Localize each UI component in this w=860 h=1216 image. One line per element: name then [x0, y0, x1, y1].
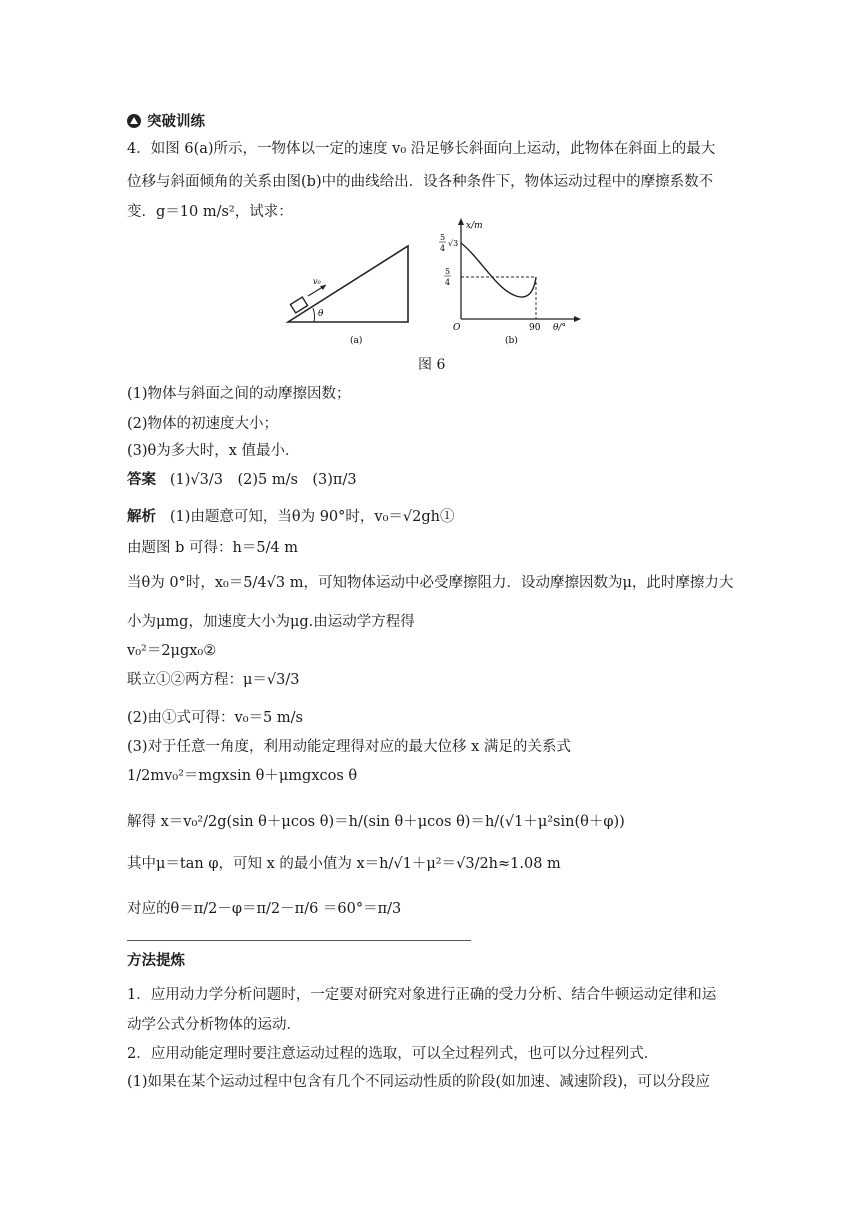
figure-a-label: (a) — [350, 336, 363, 346]
y-tick-top — [439, 233, 458, 253]
svg-text:4: 4 — [445, 278, 451, 287]
section-divider — [127, 940, 471, 941]
section-title — [127, 110, 205, 131]
svg-text:5: 5 — [445, 267, 451, 276]
figure-caption: 图 6 — [418, 357, 446, 373]
solution-line-1: 解析 (1)由题意可知，当θ为 90°时，v₀＝√2gh① — [127, 509, 455, 525]
solution-line-7: (2)由①式可得：v₀＝5 m/s — [127, 710, 303, 726]
question-2: (2)物体的初速度大小； — [127, 416, 279, 432]
svg-text:√3: √3 — [448, 239, 459, 248]
svg-text:4: 4 — [440, 244, 446, 253]
solution-label: 解析 — [127, 509, 156, 525]
method-paragraph-3: (1)如果在某个运动过程中包含有几个不同运动性质的阶段(如加速、减速阶段)，可以分段应 — [127, 1074, 710, 1090]
solution-line-8: (3)对于任意一角度，利用动能定理得对应的最大位移 x 满足的关系式 — [127, 739, 571, 755]
solution-line-12: 对应的θ＝π/2－φ＝π/2－π/6 ＝60°＝π/3 — [127, 901, 402, 917]
question-3: (3)θ为多大时，x 值最小． — [127, 443, 300, 459]
solution-line-2: 由题图 b 可得：h＝5/4 m — [127, 540, 299, 556]
solution-line-3: 当θ为 0°时，x₀＝5/4√3 m，可知物体运动中必受摩擦阻力．设动摩擦因数为μ，此时摩擦力大 — [127, 575, 734, 591]
question-1: (1)物体与斜面之间的动摩擦因数； — [127, 386, 351, 402]
solution-line-11: 其中μ＝tan φ，可知 x 的最小值为 x＝h/√1＋μ²＝√3/2h≈1.08 m — [127, 856, 561, 872]
method-paragraph-1b: 动学公式分析物体的运动． — [127, 1017, 301, 1033]
y-tick-mid — [444, 267, 451, 287]
curve-line — [461, 243, 536, 297]
x-axis-label: θ/° — [553, 323, 566, 333]
theta-label: θ — [318, 309, 324, 319]
y-axis-label: x/m — [466, 221, 483, 231]
figure-b-label: (b) — [505, 336, 518, 346]
solution-line-9: 1/2mv₀²＝mgxsin θ＋μmgxcos θ — [127, 768, 358, 784]
solution-line-4: 小为μmg，加速度大小为μg.由运动学方程得 — [127, 614, 415, 630]
solution-line-6: 联立①②两方程：μ＝√3/3 — [127, 672, 300, 688]
answer-label: 答案 — [127, 472, 156, 488]
v0-label: v₀ — [313, 277, 321, 286]
method-title: 方法提炼 — [127, 953, 185, 969]
svg-text:5: 5 — [440, 233, 446, 242]
triangle-badge-icon — [127, 114, 141, 128]
problem-line-3: 变．g＝10 m/s²，试求： — [127, 204, 293, 220]
problem-line-2: 位移与斜面倾角的关系由图(b)中的曲线给出．设各种条件下，物体运动过程中的摩擦系数不 — [127, 174, 714, 190]
solution-line-10: 解得 x＝v₀²/2g(sin θ＋μcos θ)＝h/(sin θ＋μcos θ)＝h/(√1＋μ²sin(θ＋φ)) — [127, 814, 625, 830]
answer-line — [127, 470, 357, 490]
method-paragraph-2: 2．应用动能定理时要注意运动过程的选取，可以全过程列式，也可以分过程列式． — [127, 1046, 659, 1062]
section-title-text: 突破训练 — [147, 114, 205, 130]
solution-line-5: v₀²＝2μgx₀② — [127, 643, 217, 659]
figure-a-incline — [280, 222, 420, 352]
method-paragraph-1a: 1．应用动力学分析问题时，一定要对研究对象进行正确的受力分析、结合牛顿运动定律和运 — [127, 987, 717, 1003]
answer-text: (1)√3/3 (2)5 m/s (3)π/3 — [169, 472, 357, 488]
x-tick-90: 90 — [529, 323, 541, 333]
origin-label: O — [453, 323, 461, 333]
problem-line-1: 4．如图 6(a)所示，一物体以一定的速度 v₀ 沿足够长斜面向上运动，此物体在斜面上的最大 — [127, 141, 716, 157]
figure-b-graph — [436, 214, 596, 346]
